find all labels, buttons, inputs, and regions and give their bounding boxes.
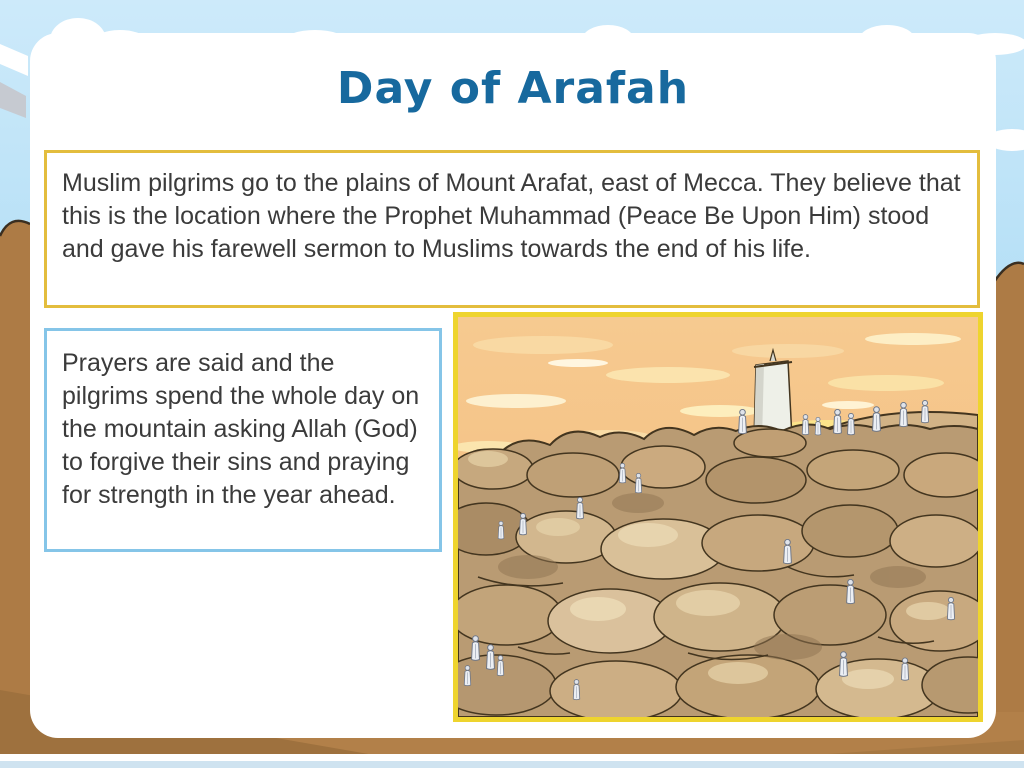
prayers-text: Prayers are said and the pilgrims spend the whole day on the mountain asking Allah (God) to forgive their sins and praying for strength in the year ahead. <box>62 349 420 509</box>
slide-card <box>30 33 996 738</box>
prayers-text-box <box>44 328 442 552</box>
page-title: Day of Arafah <box>336 63 690 114</box>
mount-arafat-scene <box>458 317 978 717</box>
intro-text: Muslim pilgrims go to the plains of Mount Arafat, east of Mecca. They believe that this is the location where the Prophet Muhammad (Peace Be Upon Him) stood and gave his farewell sermon to Muslims towards the end of his life. <box>62 169 961 263</box>
intro-text-box <box>44 150 980 308</box>
mount-arafat-illustration <box>453 312 983 722</box>
